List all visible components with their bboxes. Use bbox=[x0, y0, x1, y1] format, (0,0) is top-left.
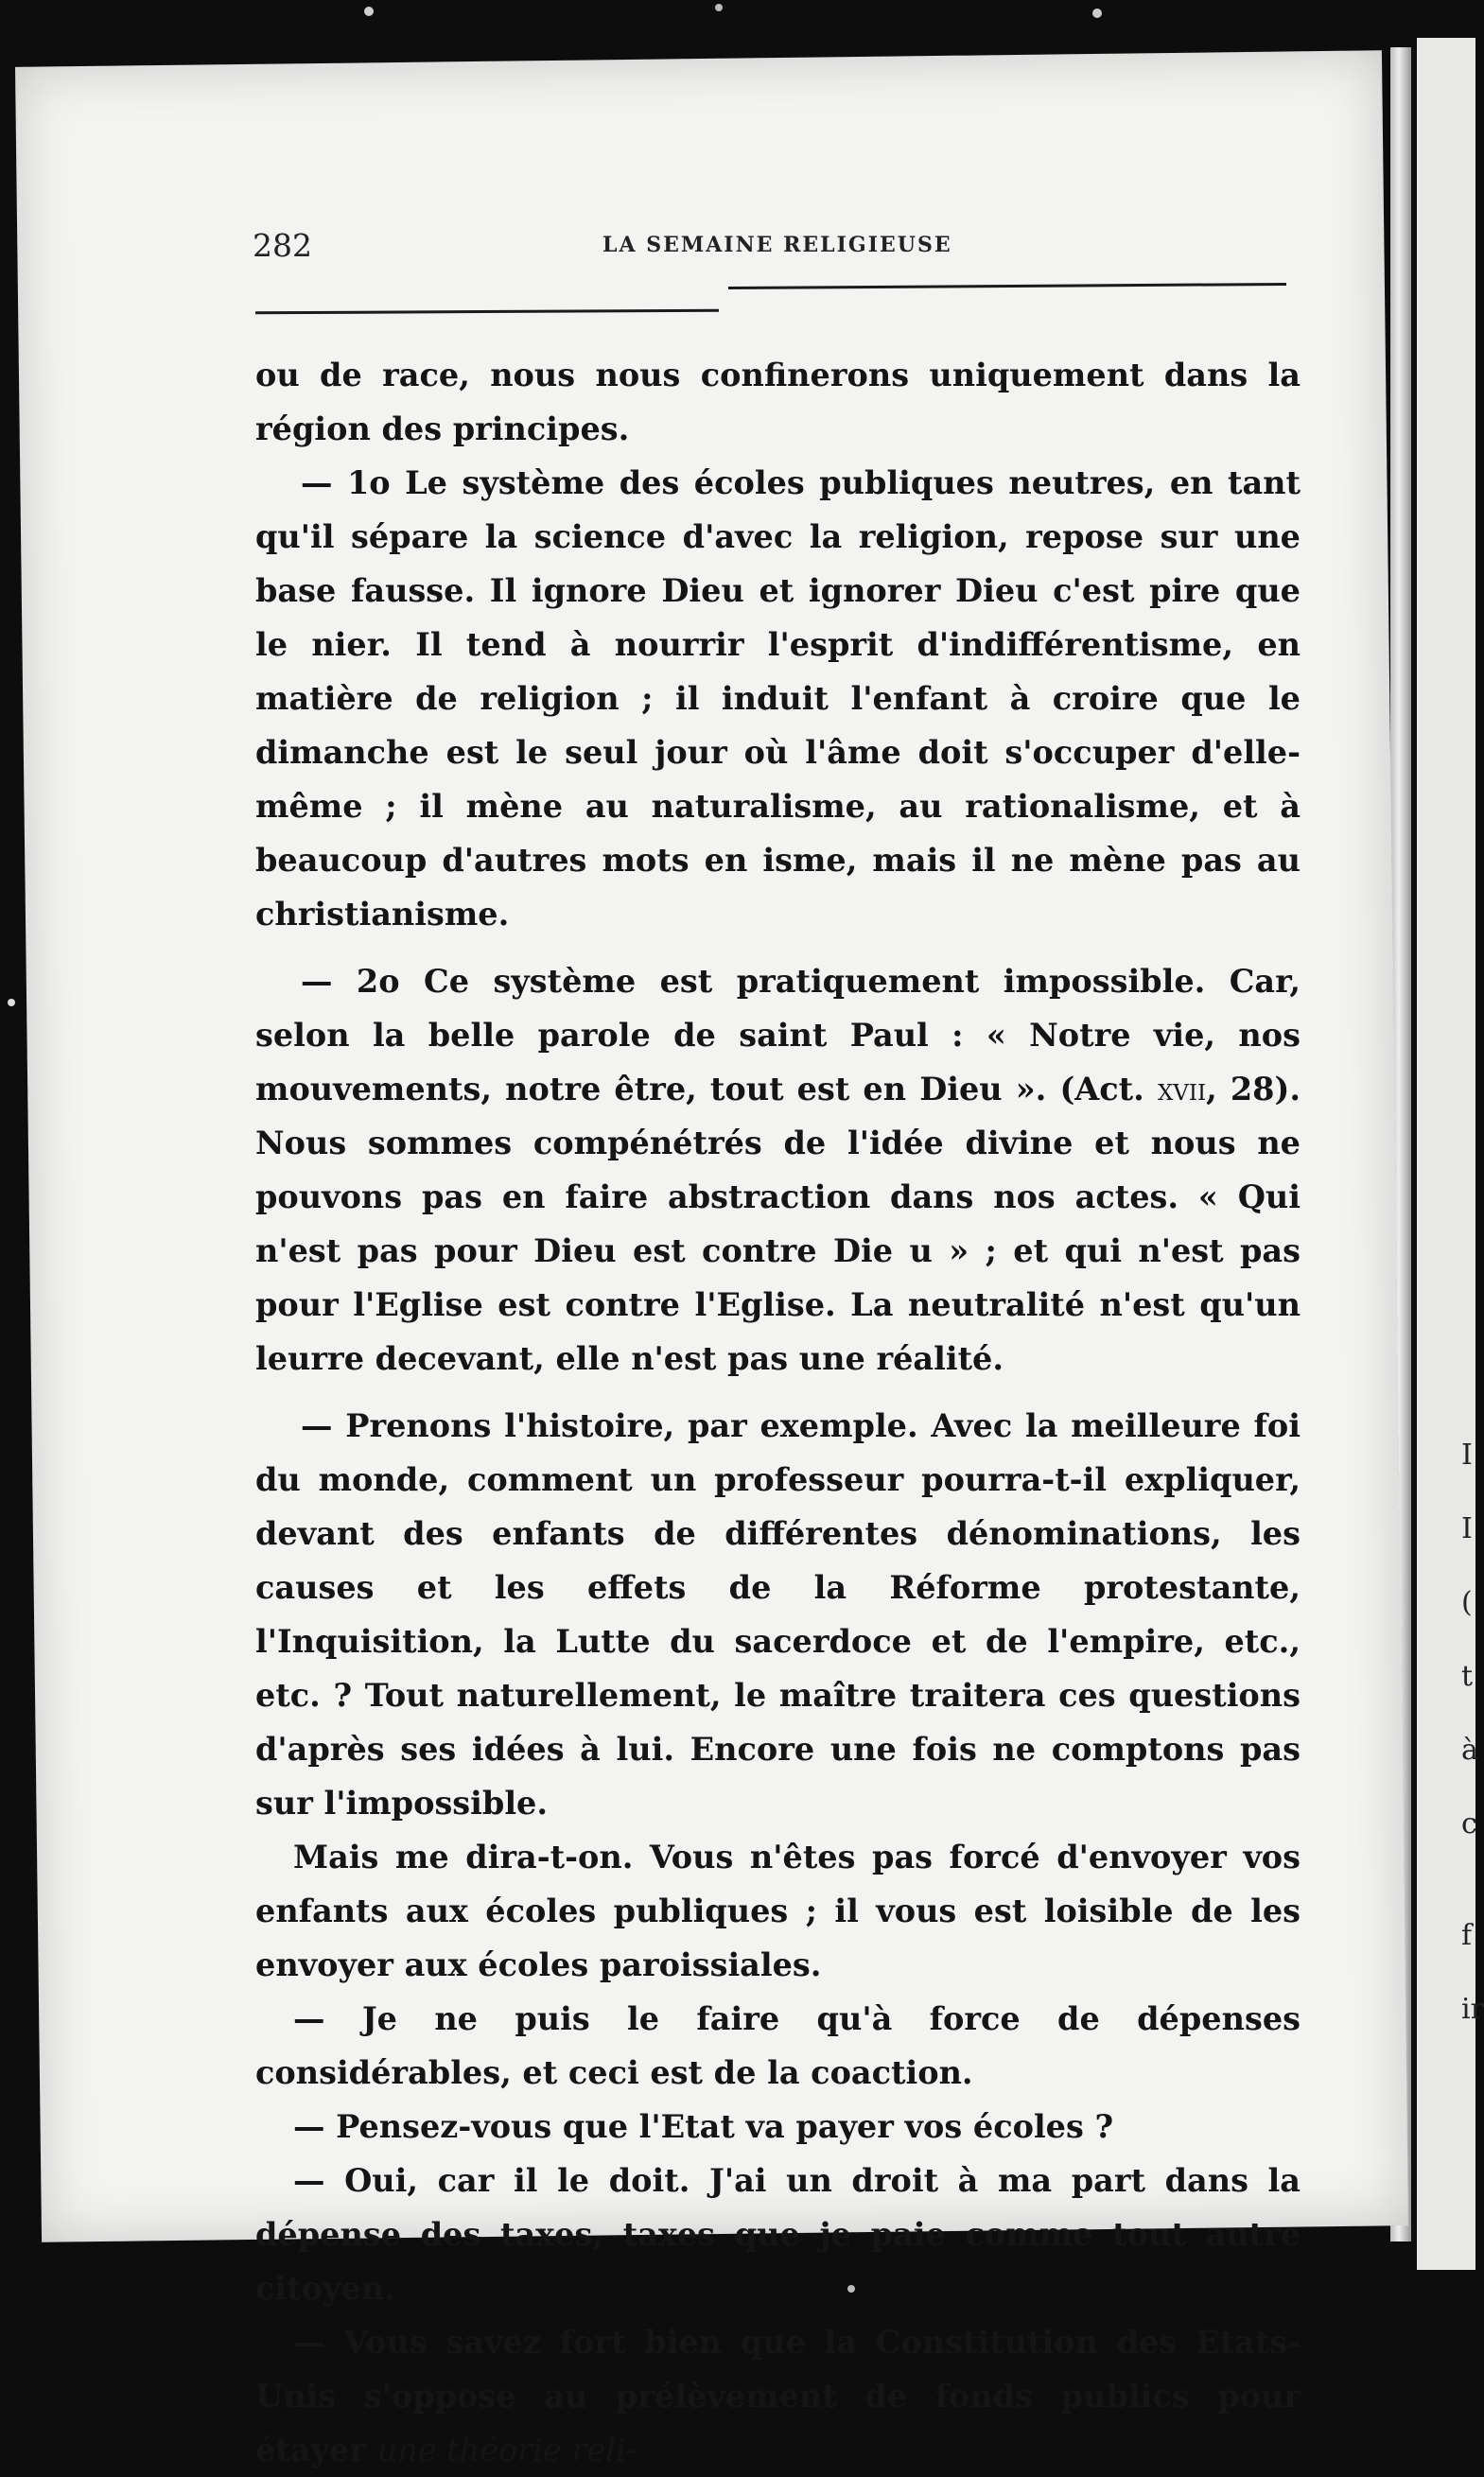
paragraph-5: Mais me dira-t-on. Vous n'êtes pas forcé d'envoyer vos enfants aux écoles publiques ; il vous est loisible de les envoyer aux écoles paroissiales. bbox=[255, 1839, 1301, 1983]
paragraph-2: — 1o Le système des écoles publiques neutres, en tant qu'il sépare la science d'avec la religion, repose sur une base fausse. Il ignore Dieu et ignorer Dieu c'est pire que le nier. Il tend à nourrir l'esprit d'indifférentisme, en matière de religion ; il induit l'enfant à croire que le dimanche est le seul jour où l'âme doit s'occuper d'elle-même ; il mène au naturalisme, au rationalisme, et à beaucoup d'autres mots en isme, mais il ne mène pas au christianisme. bbox=[255, 464, 1301, 933]
facing-char: I bbox=[1461, 1439, 1473, 1472]
paragraph-3-text-cont: , 28). Nous sommes compénétrés de l'idée divine et nous ne pouvons pas en faire abstraction dans nos actes. « Qui n'est pas pour Dieu est contre Die u » ; et qui n'est pas pour l'Eglise est contre l'Eglise. La neutralité n'est qu'un leurre decevant, elle n'est pas une réalité. bbox=[255, 1071, 1301, 1377]
paragraph-9-italic: une théorie reli- bbox=[376, 2432, 637, 2468]
page-number: 282 bbox=[253, 227, 312, 264]
paragraph-7: — Pensez-vous que l'Etat va payer vos écoles ? bbox=[293, 2108, 1114, 2145]
facing-char: t bbox=[1461, 1660, 1474, 1693]
paragraph-3 bbox=[255, 954, 1301, 1386]
running-title: LA SEMAINE RELIGIEUSE bbox=[602, 233, 952, 257]
paragraph-3-text: — 2o Ce système est pratiquement impossible. Car, selon la belle parole de saint Paul : « Notre vie, nos mouvements, notre être, tout est en Dieu ». (Act. bbox=[255, 963, 1301, 1108]
paragraph-1: ou de race, nous nous confinerons uniquement dans la région des principes. bbox=[255, 357, 1301, 447]
paragraph-6: — Je ne puis le faire qu'à force de dépenses considérables, et ceci est de la coaction. bbox=[255, 2000, 1301, 2091]
page-header bbox=[224, 170, 1302, 264]
body-text bbox=[255, 348, 1301, 2477]
facing-char: ( bbox=[1461, 1586, 1473, 1619]
paragraph-9-text: — Vous savez fort bien que la Constitution des Etats-Unis s'oppose au prélèvement de fonds publics pour étayer bbox=[255, 2324, 1301, 2468]
paragraph-9 bbox=[255, 2315, 1301, 2477]
facing-char: à bbox=[1461, 1734, 1478, 1767]
facing-char: ir bbox=[1461, 1993, 1484, 2026]
paragraph-4: — Prenons l'histoire, par exemple. Avec la meilleure foi du monde, comment un professeur pourra-t-il expliquer, devant des enfants de différentes dénominations, les causes et les effets de la Réforme protestante, l'Inquisition, la Lutte du sacerdoce et de l'empire, etc., etc. ? Tout naturellement, le maître traitera ces questions d'après ses idées à lui. Encore une fois ne comptons pas sur l'impossible. bbox=[255, 1407, 1301, 1822]
facing-char: c bbox=[1461, 1807, 1477, 1840]
facing-char: I bbox=[1461, 1512, 1473, 1545]
paragraph-3-ref: xvii bbox=[1157, 1071, 1207, 1108]
facing-page-text bbox=[1461, 1419, 1484, 2047]
paragraph-8: — Oui, car il le doit. J'ai un droit à ma part dans la dépense des taxes, taxes que je paie comme tout autre citoyen. bbox=[255, 2162, 1301, 2307]
facing-char: f bbox=[1461, 1919, 1473, 1952]
